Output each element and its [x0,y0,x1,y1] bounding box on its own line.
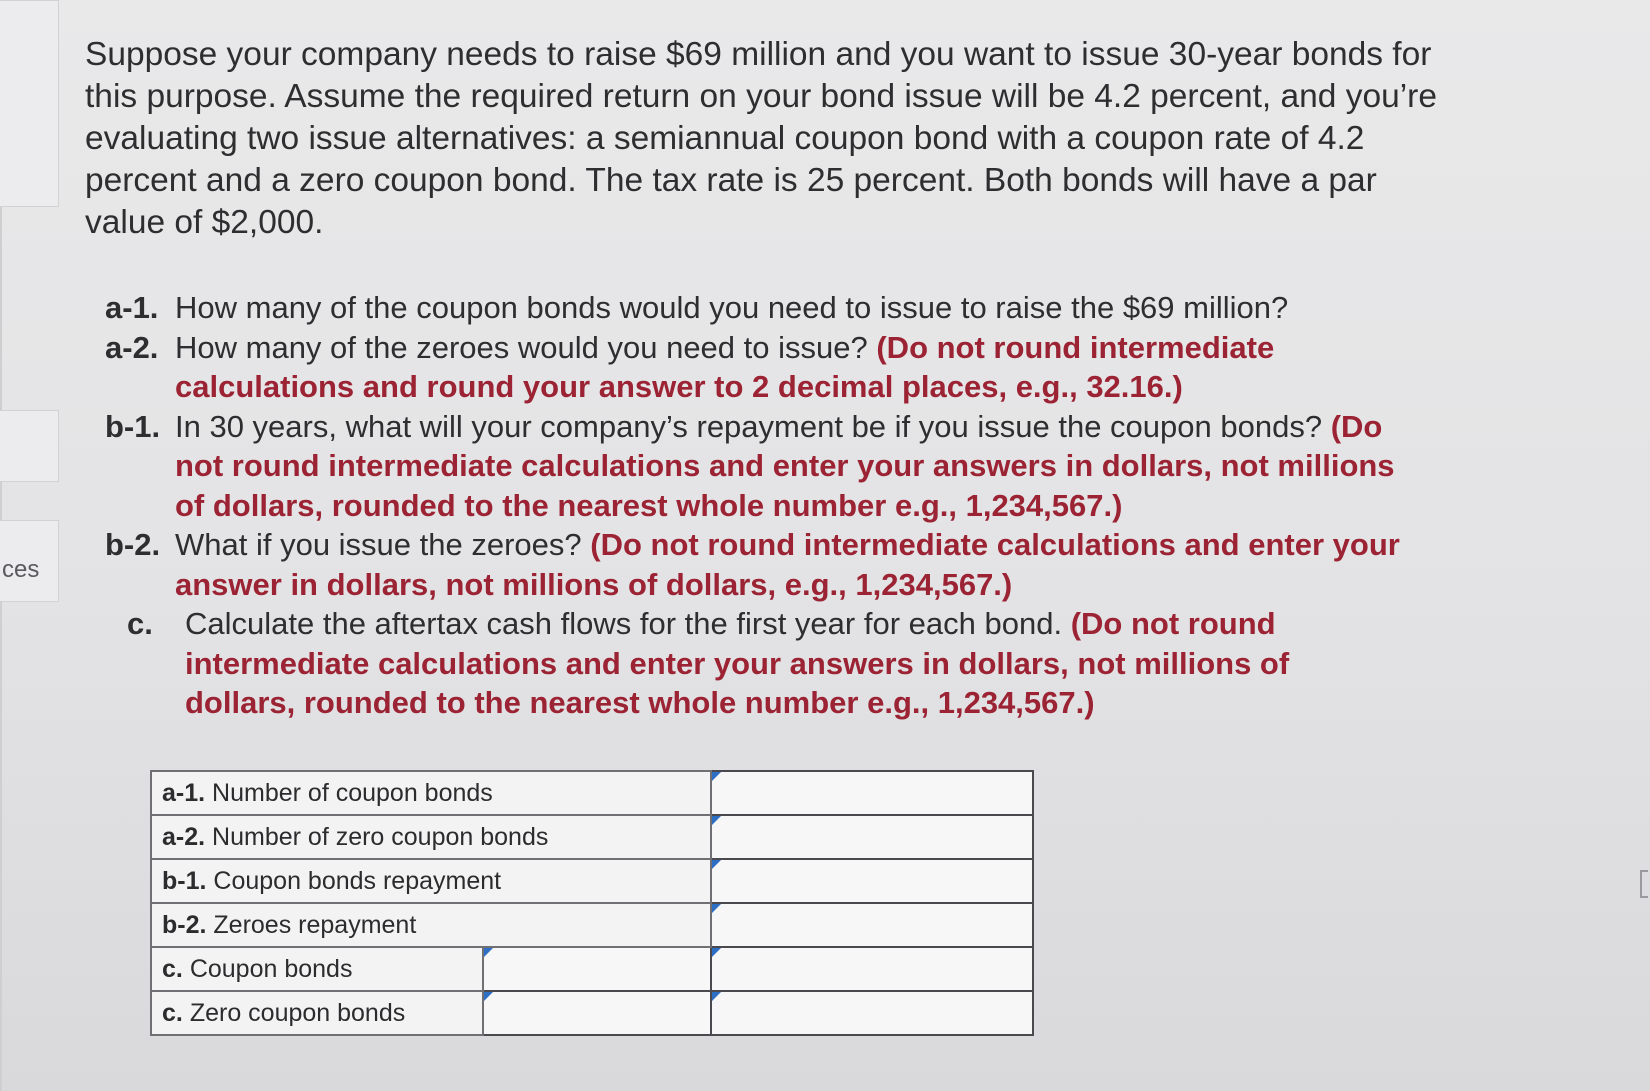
row-label-number: b-1. [162,866,207,895]
table-row [151,903,1033,947]
cell-marker-icon [484,948,493,957]
question-text [175,288,1405,328]
row-label-text: Number of coupon bonds [212,778,493,807]
answer-input-c-zero-1[interactable] [484,993,710,1033]
table-row [151,859,1033,903]
answer-cell[interactable] [711,947,1033,991]
question-instruction: (Do not round intermediate calculations and enter your answers in dollars, not millions of dollars, rounded to the nearest whole number e.g., 1,234,567.) [175,408,1395,523]
question-text [175,525,1405,604]
question-a2 [105,328,1405,407]
answer-input-c-coupon-1[interactable] [484,949,710,989]
question-label: a-2. [105,329,159,365]
cell-marker-icon [712,992,721,1001]
answer-cell[interactable] [711,815,1033,859]
answer-cell[interactable] [711,991,1033,1035]
row-label-number: b-2. [162,910,207,939]
table-row [151,991,1033,1035]
side-panel-box [0,410,59,482]
answer-cell[interactable] [711,903,1033,947]
question-instruction: (Do not round intermediate calculations and round your answer to 2 decimal places, e.g., 32.16.) [175,329,1275,404]
row-label [151,991,483,1035]
answer-input-a1[interactable] [712,773,1032,813]
answer-input-a2[interactable] [712,817,1032,857]
question-body: How many of the coupon bonds would you need to issue to raise the $69 million? [175,290,1289,325]
row-label-number: a-2. [162,822,206,851]
row-label-number: c. [162,998,183,1027]
question-body: How many of the zeroes would you need to issue? [175,329,868,365]
row-label-number: a-1. [162,778,206,807]
row-label-text: Coupon bonds [189,954,353,983]
cell-marker-icon [712,816,721,825]
answer-cell[interactable] [711,859,1033,903]
question-b2 [105,525,1405,604]
question-body: In 30 years, what will your company’s repayment be if you issue the coupon bonds? [175,408,1323,444]
question-a1 [105,288,1405,328]
question-instruction: (Do not round intermediate calculations and enter your answers in dollars, not millions of dollars, rounded to the nearest whole number e.g., 1,234,567.) [185,606,1290,720]
cell-marker-icon [712,948,721,957]
side-panel-box [0,0,59,207]
question-label: b-2. [105,527,161,562]
question-body: Calculate the aftertax cash flows for the first year for each bond. [185,606,1063,641]
answer-input-c-zero-2[interactable] [712,993,1032,1033]
question-text [185,604,1405,723]
row-label-text: Zeroes repayment [213,910,417,939]
table-row [151,947,1033,991]
answer-input-b2[interactable] [712,905,1032,945]
answer-input-c-coupon-2[interactable] [712,949,1032,989]
cell-marker-icon [484,992,493,1001]
question-b1 [105,407,1405,526]
sidebar-fragment-label[interactable]: ces [2,556,40,583]
row-label-text: Number of zero coupon bonds [212,822,549,851]
question-c [105,604,1405,723]
cell-marker-icon [712,904,721,913]
row-label-number: c. [162,954,183,983]
table-row [151,815,1033,859]
answer-input-b1[interactable] [712,861,1032,901]
row-label-text: Zero coupon bonds [189,998,406,1027]
bracket-icon [1640,870,1648,898]
problem-statement: Suppose your company needs to raise $69 million and you want to issue 30-year bonds for this purpose. Assume the required return on your bond issue will be 4.2 percent, and you’re evaluating two issue alternatives: a semiannual coupon bond with a coupon rate of 4.2 percent and a zero coupon bond. The tax rate is 25 percent. Both bonds will have a par value of $2,000. [85,36,1437,241]
row-label [151,771,711,815]
row-label [151,903,711,947]
question-body: What if you issue the zeroes? [175,527,582,562]
row-label [151,947,483,991]
row-label-text: Coupon bonds repayment [213,866,502,895]
cell-marker-icon [712,772,721,781]
row-label [151,815,711,859]
row-label [151,859,711,903]
table-row [151,771,1033,815]
question-parts [105,288,1405,723]
answer-cell[interactable] [711,771,1033,815]
question-text [175,328,1405,407]
question-instruction: (Do not round intermediate calculations and enter your answer in dollars, not millions of dollars, e.g., 1,234,567.) [175,527,1400,602]
answer-cell[interactable] [483,991,711,1035]
cell-marker-icon [712,860,721,869]
question-label: c. [127,606,153,641]
question-label: b-1. [105,408,161,444]
question-label: a-1. [105,290,159,325]
answer-table [150,770,1034,1036]
answer-cell[interactable] [483,947,711,991]
question-text [175,407,1405,526]
